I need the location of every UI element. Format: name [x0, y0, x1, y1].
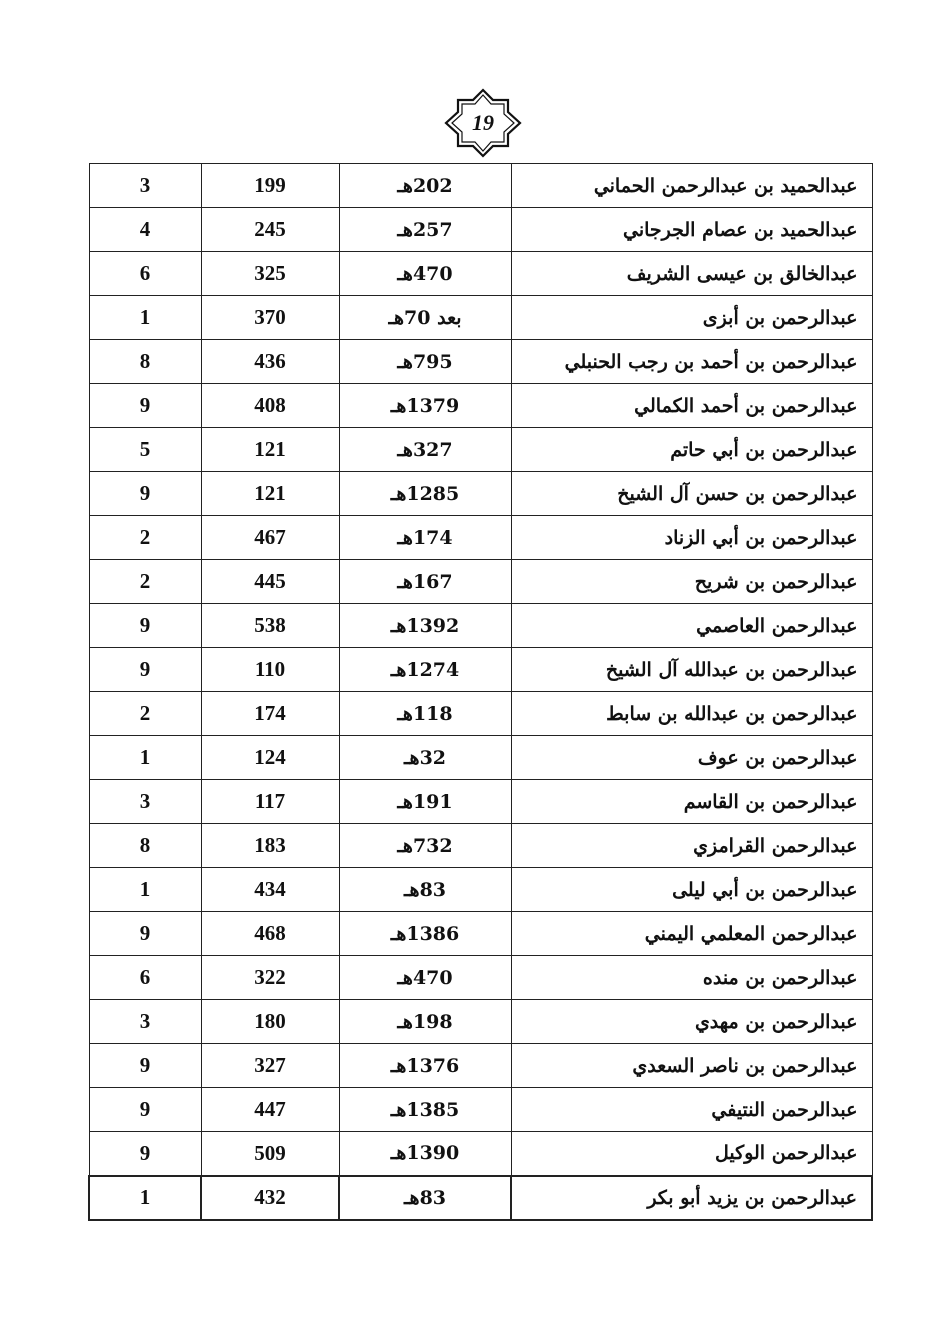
table-row	[89, 956, 872, 1000]
death-year-cell: 470هـ	[339, 956, 511, 1000]
name-cell: عبدالرحمن بن عبدالله بن سابط	[511, 692, 872, 736]
volume-cell: 1	[89, 736, 201, 780]
death-year-cell: 118هـ	[339, 692, 511, 736]
volume-cell: 9	[89, 912, 201, 956]
page-cell: 199	[201, 164, 339, 208]
death-year-cell: 470هـ	[339, 252, 511, 296]
page-cell: 468	[201, 912, 339, 956]
death-year-cell: 257هـ	[339, 208, 511, 252]
death-year-cell: 1285هـ	[339, 472, 511, 516]
name-cell: عبدالرحمن بن القاسم	[511, 780, 872, 824]
death-year-cell: 732هـ	[339, 824, 511, 868]
name-cell: عبدالرحمن القرامزي	[511, 824, 872, 868]
table-row	[89, 736, 872, 780]
death-year-cell: 167هـ	[339, 560, 511, 604]
table-row	[89, 1132, 872, 1176]
table-row	[89, 824, 872, 868]
name-cell: عبدالرحمن بن أحمد بن رجب الحنبلي	[511, 340, 872, 384]
name-cell: عبدالرحمن النتيفي	[511, 1088, 872, 1132]
name-cell: عبدالرحمن العاصمي	[511, 604, 872, 648]
table-row	[89, 604, 872, 648]
page-cell: 121	[201, 428, 339, 472]
name-cell: عبدالخالق بن عيسى الشريف	[511, 252, 872, 296]
table-row	[89, 340, 872, 384]
death-year-cell: 32هـ	[339, 736, 511, 780]
page-number-badge	[440, 86, 526, 160]
volume-cell: 9	[89, 1044, 201, 1088]
volume-cell: 9	[89, 384, 201, 428]
volume-cell: 8	[89, 824, 201, 868]
table-row	[89, 164, 872, 208]
page-cell: 121	[201, 472, 339, 516]
page-cell: 322	[201, 956, 339, 1000]
volume-cell: 9	[89, 1088, 201, 1132]
table-row	[89, 1000, 872, 1044]
name-cell: عبدالرحمن بن مهدي	[511, 1000, 872, 1044]
death-year-cell: 191هـ	[339, 780, 511, 824]
death-year-cell: 1392هـ	[339, 604, 511, 648]
name-cell: عبدالرحمن بن يزيد أبو بكر	[511, 1176, 872, 1220]
death-year-cell: 174هـ	[339, 516, 511, 560]
name-cell: عبدالرحمن بن ناصر السعدي	[511, 1044, 872, 1088]
page-cell: 110	[201, 648, 339, 692]
volume-cell: 8	[89, 340, 201, 384]
death-year-cell: 1385هـ	[339, 1088, 511, 1132]
table-row	[89, 208, 872, 252]
name-cell: عبدالرحمن بن شريح	[511, 560, 872, 604]
table-body	[89, 164, 872, 1220]
table-row	[89, 648, 872, 692]
name-cell: عبدالرحمن بن أحمد الكمالي	[511, 384, 872, 428]
table-row	[89, 692, 872, 736]
page-cell: 245	[201, 208, 339, 252]
death-year-cell: 1376هـ	[339, 1044, 511, 1088]
volume-cell: 2	[89, 560, 201, 604]
volume-cell: 3	[89, 1000, 201, 1044]
page-cell: 538	[201, 604, 339, 648]
name-cell: عبدالرحمن بن أبي ليلى	[511, 868, 872, 912]
volume-cell: 2	[89, 516, 201, 560]
death-year-cell: 83هـ	[339, 1176, 511, 1220]
table-row	[89, 912, 872, 956]
page-cell: 180	[201, 1000, 339, 1044]
table-row	[89, 1044, 872, 1088]
name-cell: عبدالحميد بن عبدالرحمن الحماني	[511, 164, 872, 208]
page-cell: 447	[201, 1088, 339, 1132]
biography-index-table	[88, 163, 873, 1221]
death-year-cell: 327هـ	[339, 428, 511, 472]
death-year-cell: 1379هـ	[339, 384, 511, 428]
volume-cell: 1	[89, 296, 201, 340]
table-row	[89, 868, 872, 912]
name-cell: عبدالرحمن بن منده	[511, 956, 872, 1000]
page-cell: 408	[201, 384, 339, 428]
death-year-cell: 202هـ	[339, 164, 511, 208]
page-number: 19	[472, 110, 494, 135]
volume-cell: 6	[89, 956, 201, 1000]
volume-cell: 5	[89, 428, 201, 472]
name-cell: عبدالرحمن المعلمي اليمني	[511, 912, 872, 956]
name-cell: عبدالرحمن بن أبي الزناد	[511, 516, 872, 560]
volume-cell: 3	[89, 164, 201, 208]
volume-cell: 9	[89, 604, 201, 648]
table-row	[89, 428, 872, 472]
volume-cell: 9	[89, 1132, 201, 1176]
page-cell: 174	[201, 692, 339, 736]
index-table-wrapper	[88, 163, 871, 1221]
table-row	[89, 516, 872, 560]
death-year-cell: 198هـ	[339, 1000, 511, 1044]
page-cell: 434	[201, 868, 339, 912]
page-cell: 124	[201, 736, 339, 780]
name-cell: عبدالحميد بن عصام الجرجاني	[511, 208, 872, 252]
page-cell: 370	[201, 296, 339, 340]
volume-cell: 1	[89, 868, 201, 912]
page-cell: 327	[201, 1044, 339, 1088]
table-row	[89, 560, 872, 604]
death-year-cell: 795هـ	[339, 340, 511, 384]
table-row	[89, 296, 872, 340]
death-year-cell: 1390هـ	[339, 1132, 511, 1176]
volume-cell: 9	[89, 648, 201, 692]
volume-cell: 2	[89, 692, 201, 736]
table-row	[89, 384, 872, 428]
name-cell: عبدالرحمن بن حسن آل الشيخ	[511, 472, 872, 516]
page-cell: 432	[201, 1176, 339, 1220]
page-cell: 509	[201, 1132, 339, 1176]
table-row	[89, 1088, 872, 1132]
name-cell: عبدالرحمن بن أبي حاتم	[511, 428, 872, 472]
name-cell: عبدالرحمن بن عوف	[511, 736, 872, 780]
page-cell: 445	[201, 560, 339, 604]
table-row	[89, 1176, 872, 1220]
death-year-cell: بعد 70هـ	[339, 296, 511, 340]
page-cell: 467	[201, 516, 339, 560]
name-cell: عبدالرحمن بن أبزى	[511, 296, 872, 340]
volume-cell: 6	[89, 252, 201, 296]
volume-cell: 3	[89, 780, 201, 824]
table-row	[89, 472, 872, 516]
table-row	[89, 780, 872, 824]
page-cell: 436	[201, 340, 339, 384]
volume-cell: 4	[89, 208, 201, 252]
death-year-cell: 1274هـ	[339, 648, 511, 692]
volume-cell: 1	[89, 1176, 201, 1220]
volume-cell: 9	[89, 472, 201, 516]
page-cell: 183	[201, 824, 339, 868]
death-year-cell: 83هـ	[339, 868, 511, 912]
death-year-cell: 1386هـ	[339, 912, 511, 956]
table-row	[89, 252, 872, 296]
page-cell: 117	[201, 780, 339, 824]
name-cell: عبدالرحمن بن عبدالله آل الشيخ	[511, 648, 872, 692]
page-cell: 325	[201, 252, 339, 296]
name-cell: عبدالرحمن الوكيل	[511, 1132, 872, 1176]
